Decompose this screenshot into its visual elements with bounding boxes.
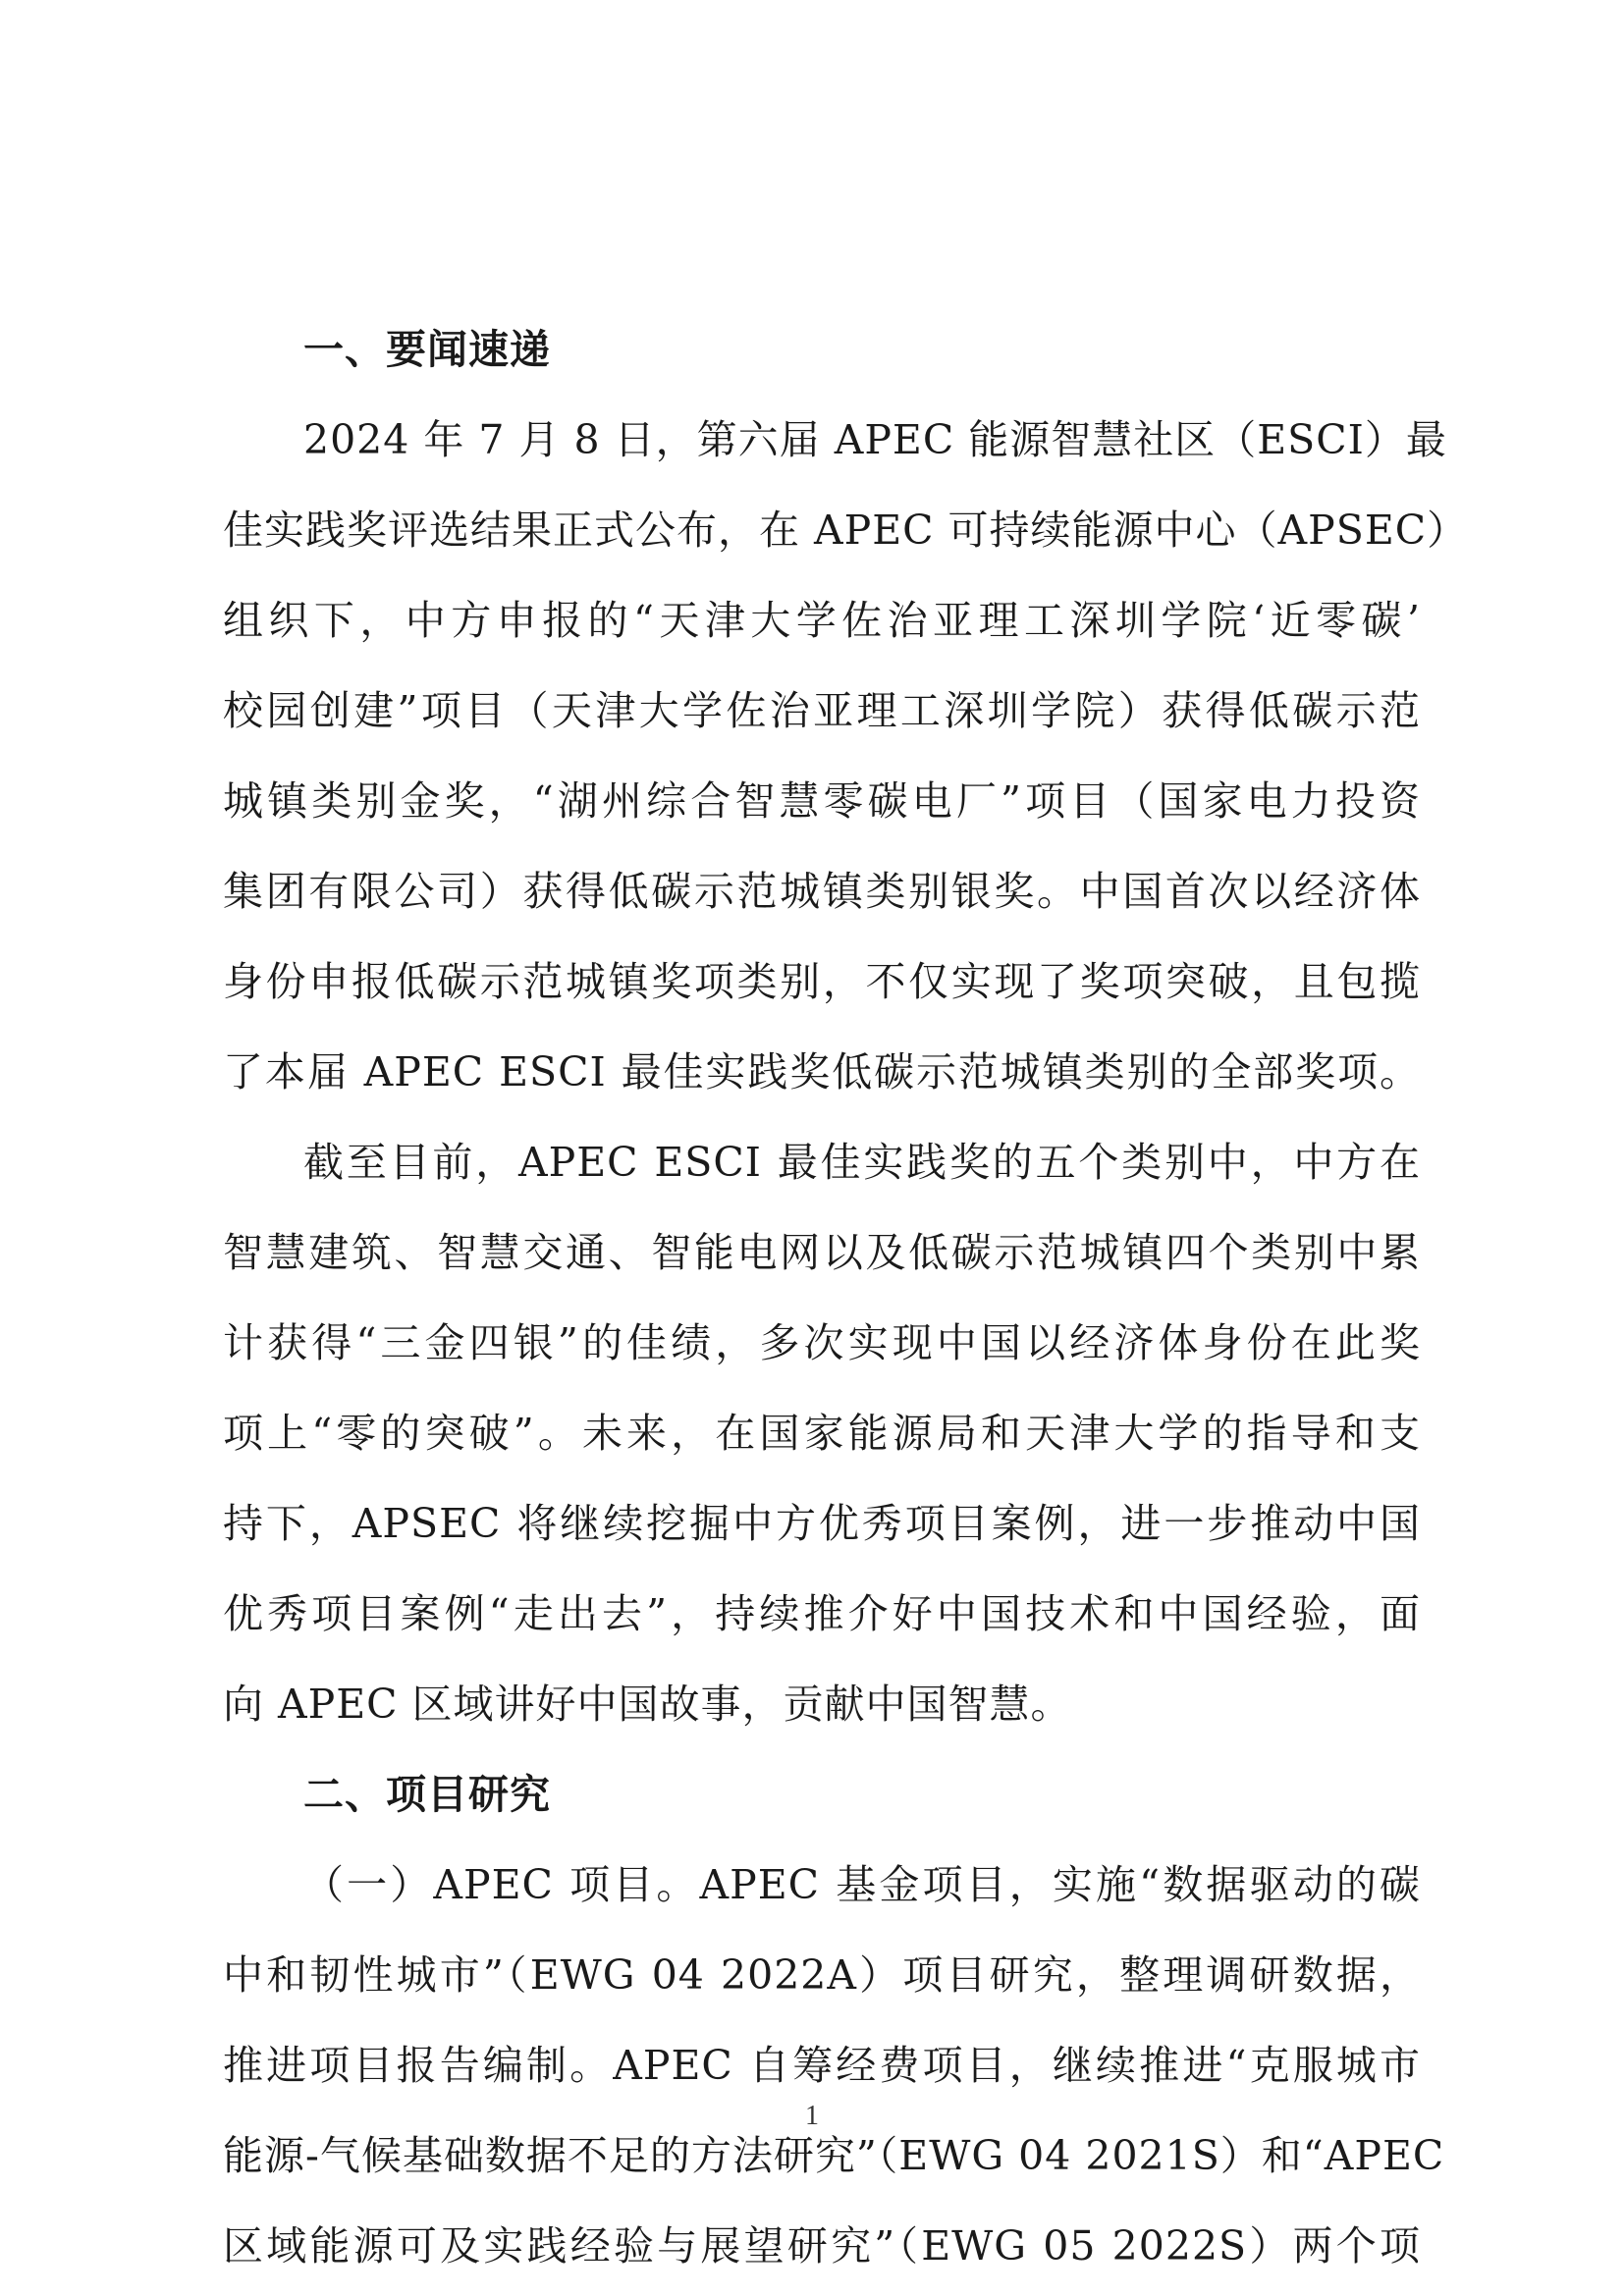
text-line: 佳实践奖评选结果正式公布，在 APEC 可持续能源中心（APSEC） (223, 507, 1469, 554)
news-paragraph-1 (223, 395, 1469, 1117)
text-line: 集团有限公司）获得低碳示范城镇类别银奖。中国首次以经济体 (223, 868, 1421, 915)
text-line: 2024 年 7 月 8 日，第六届 APEC 能源智慧社区（ESCI）最 (303, 416, 1447, 463)
text-line: 智慧建筑、智慧交通、智能电网以及低碳示范城镇四个类别中累 (223, 1229, 1421, 1276)
text-line: 能源-气候基础数据不足的方法研究”（EWG 04 2021S）和“APEC (223, 2132, 1445, 2179)
text-line: 项上“零的突破”。未来，在国家能源局和天津大学的指导和支 (223, 1410, 1421, 1457)
text-line: 组织下，中方申报的“天津大学佐治亚理工深圳学院‘近零碳’ (223, 597, 1421, 644)
section-heading-research: 二、项目研究 (303, 1771, 551, 1818)
text-line: 向 APEC 区域讲好中国故事，贡献中国智慧。 (223, 1681, 1072, 1728)
text-line: （一）APEC 项目。APEC 基金项目，实施“数据驱动的碳 (303, 1861, 1421, 1908)
text-line: 了本届 APEC ESCI 最佳实践奖低碳示范城镇类别的全部奖项。 (223, 1048, 1421, 1095)
section-heading-news: 一、要闻速递 (303, 326, 551, 373)
text-line: 推进项目报告编制。APEC 自筹经费项目，继续推进“克服城市 (223, 2042, 1421, 2089)
page-number: 1 (805, 2101, 819, 2131)
text-line: 区域能源可及实践经验与展望研究”（EWG 05 2022S）两个项 (223, 2222, 1421, 2269)
text-line: 持下，APSEC 将继续挖掘中方优秀项目案例，进一步推动中国 (223, 1500, 1421, 1547)
document-body (223, 304, 1469, 2291)
research-paragraph-1 (223, 1840, 1445, 2291)
news-paragraph-2 (223, 1117, 1421, 1749)
text-line: 截至目前，APEC ESCI 最佳实践奖的五个类别中，中方在 (303, 1139, 1421, 1186)
text-line: 城镇类别金奖，“湖州综合智慧零碳电厂”项目（国家电力投资 (223, 777, 1421, 825)
text-line: 校园创建”项目（天津大学佐治亚理工深圳学院）获得低碳示范 (223, 687, 1421, 734)
text-line: 中和韧性城市”（EWG 04 2022A）项目研究，整理调研数据， (223, 1951, 1421, 1999)
text-line: 优秀项目案例“走出去”，持续推介好中国技术和中国经验，面 (223, 1590, 1421, 1637)
text-line: 计获得“三金四银”的佳绩，多次实现中国以经济体身份在此奖 (223, 1319, 1421, 1366)
text-line: 身份申报低碳示范城镇奖项类别，不仅实现了奖项突破，且包揽 (223, 958, 1421, 1005)
